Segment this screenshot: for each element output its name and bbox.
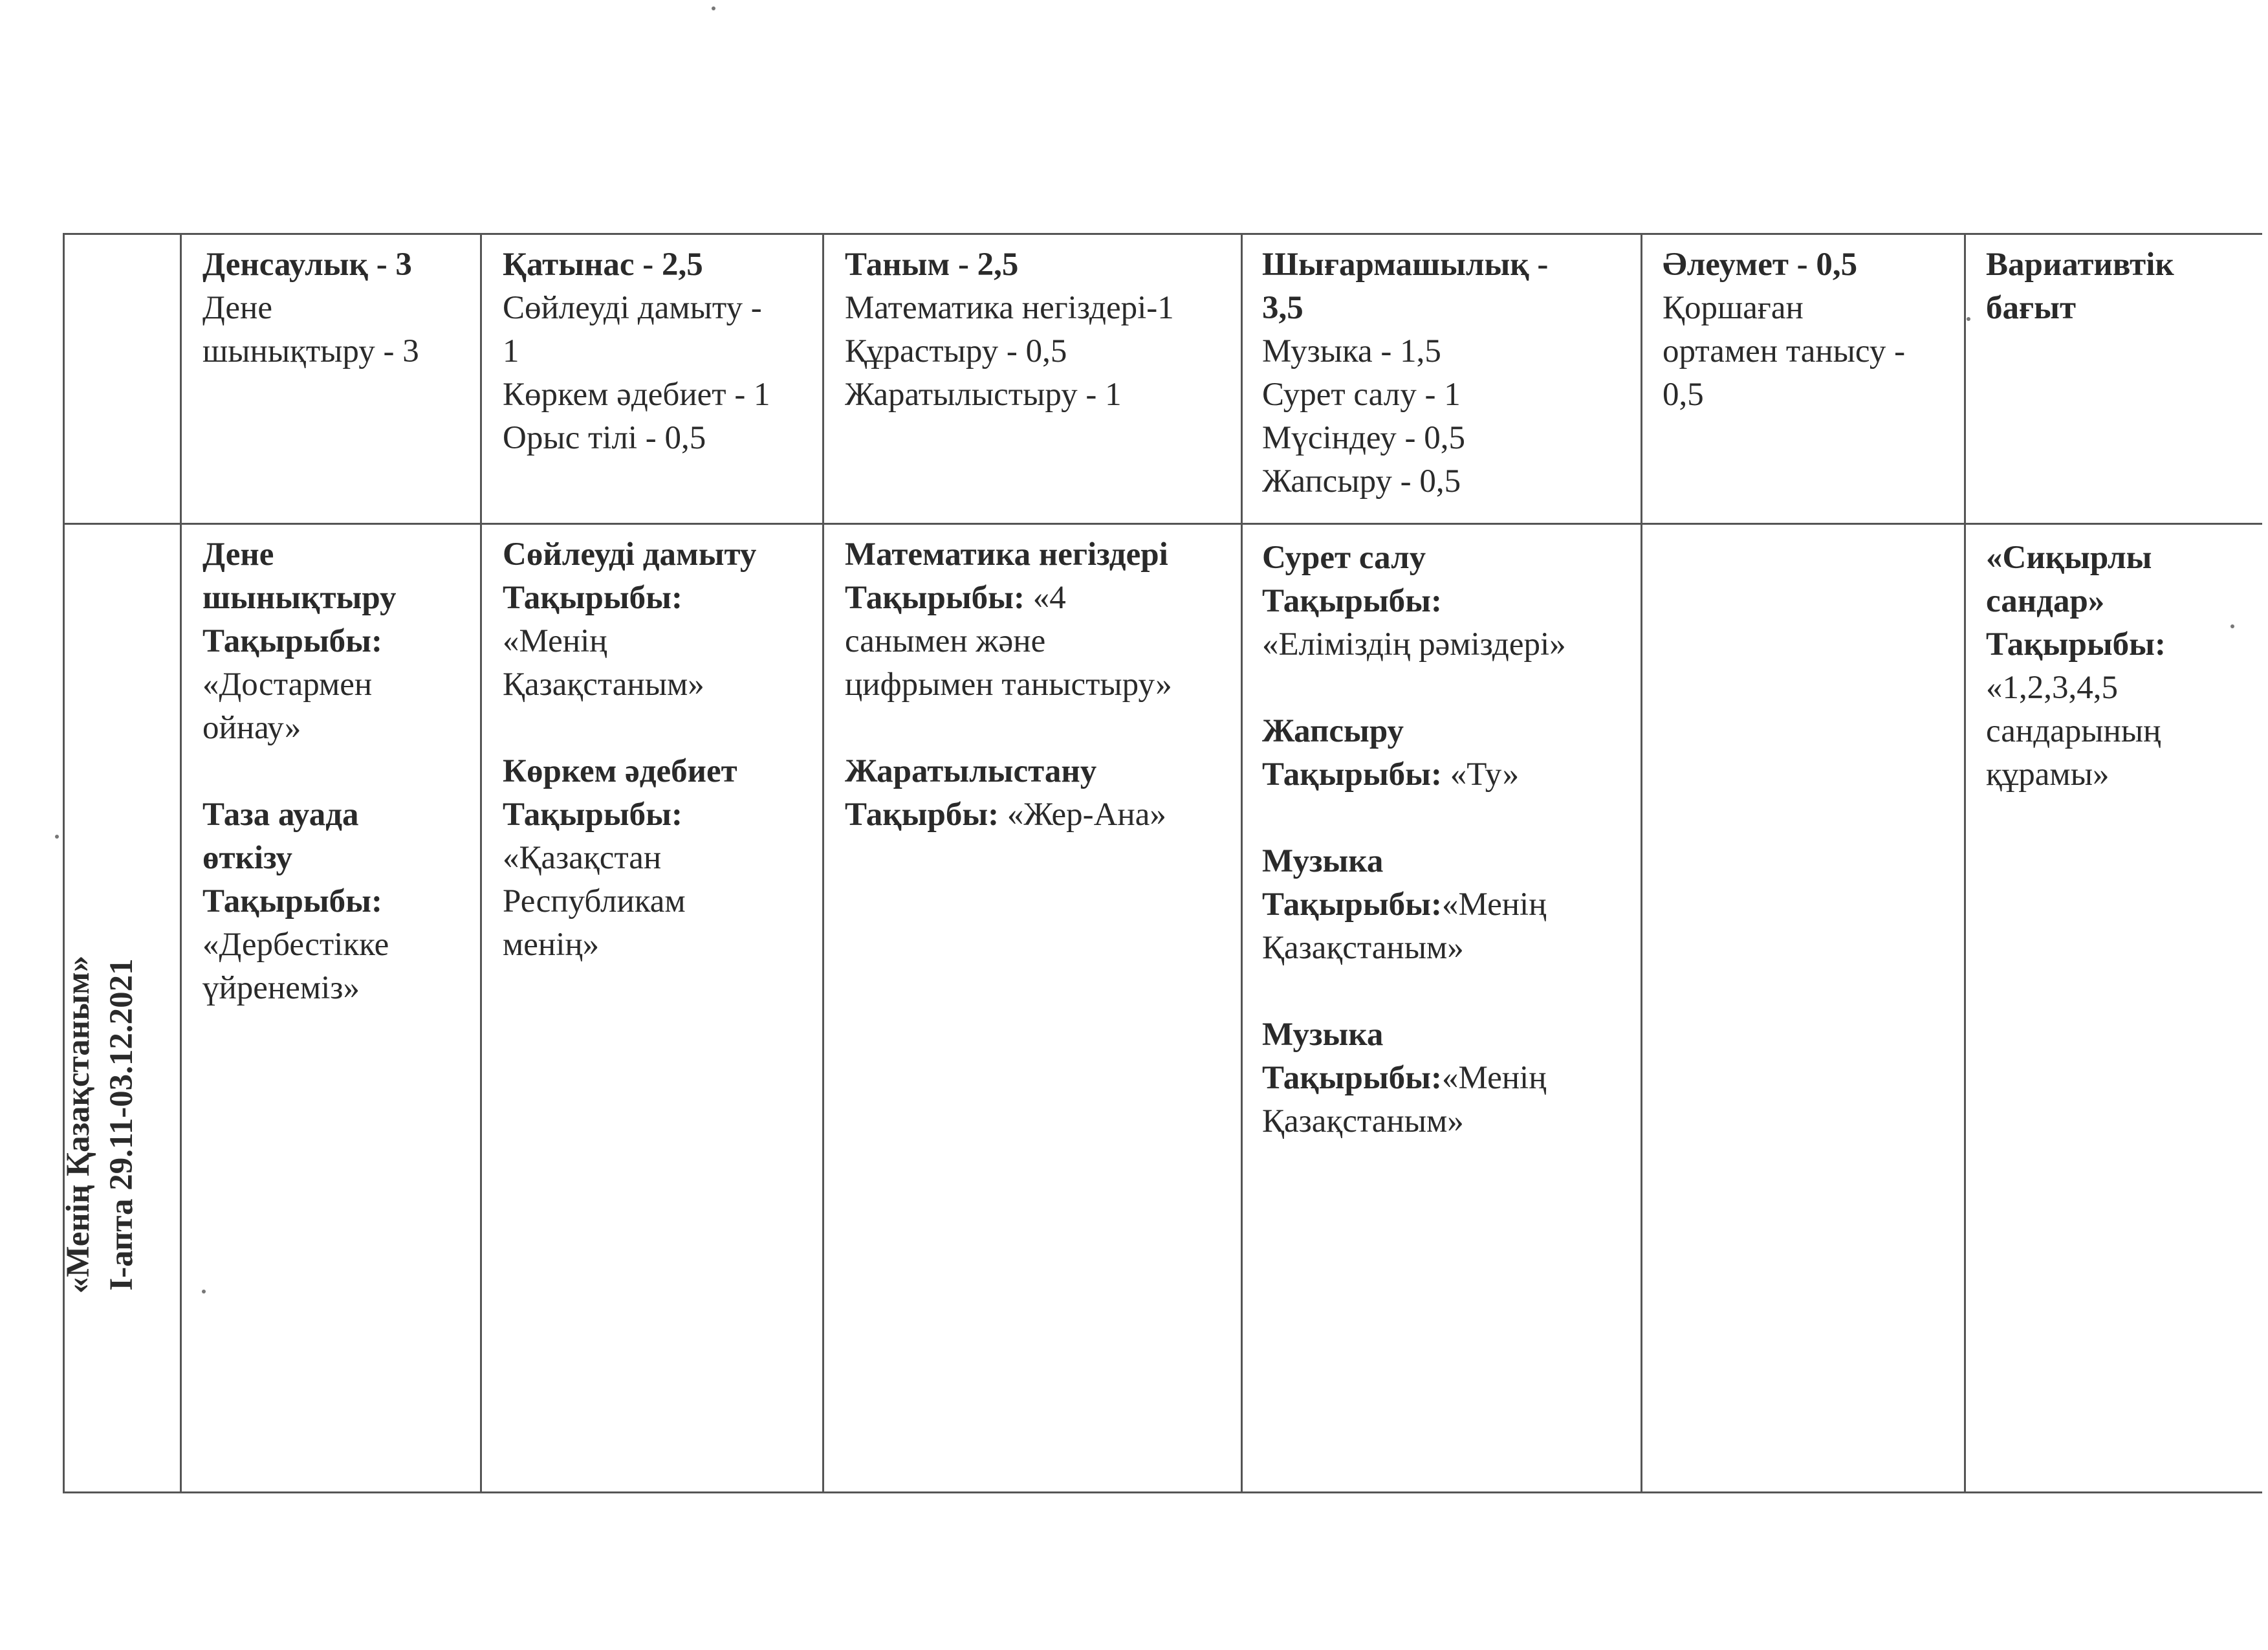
- topic-text: «4: [1024, 580, 1066, 616]
- header-health-line: Дене: [202, 290, 272, 326]
- scan-speck: [55, 835, 59, 839]
- week-label: [57, 746, 206, 1503]
- activity-title: Музыка: [1262, 843, 1384, 879]
- activity-title: шынықтыру: [202, 580, 397, 616]
- topic-text: Қазақстаным»: [1262, 930, 1464, 966]
- topic-text: «Еліміздің рәміздері»: [1262, 626, 1566, 663]
- header-cognition-line: Жаратылыстыру - 1: [845, 377, 1122, 413]
- activity-title: «Сиқырлы: [1986, 540, 2152, 576]
- header-creativity-line: Жапсыру - 0,5: [1262, 463, 1461, 500]
- activity-title: Музыка: [1262, 1017, 1384, 1053]
- activity-title: Таза ауада: [202, 797, 359, 833]
- topic-label: Тақырыбы:: [202, 883, 382, 919]
- header-cell-variative: [1986, 234, 2258, 330]
- topic-label: Тақырыбы:: [1262, 1060, 1442, 1096]
- activity-title: Жапсыру: [1262, 713, 1404, 749]
- topic-text: Қазақстаным»: [1262, 1103, 1464, 1139]
- header-social-title: Әлеумет - 0,5: [1663, 247, 1858, 283]
- topic-text: «Ту»: [1441, 756, 1520, 793]
- topic-text: «Жер-Ана»: [999, 797, 1166, 833]
- header-health-title: Денсаулық - 3: [202, 247, 412, 283]
- topic-text: «Дербестікке: [202, 927, 389, 963]
- body-cell-variative: [1986, 527, 2258, 797]
- column-divider-3: [822, 233, 824, 1493]
- activity-title: Сурет салу: [1262, 540, 1426, 576]
- header-cell-communication: [503, 234, 820, 460]
- topic-label: Тақырыбы:: [845, 580, 1025, 616]
- header-creativity-line: Сурет салу - 1: [1262, 377, 1461, 413]
- topic-label: Тақырыбы:: [202, 623, 382, 659]
- body-cell-social: [1663, 524, 1960, 533]
- topic-text: Қазақстаным»: [503, 666, 704, 703]
- activity-title: Сөйлеуді дамыту: [503, 536, 757, 573]
- body-cell-creativity: [1262, 527, 1637, 1143]
- topic-text: «Менің: [1441, 886, 1547, 923]
- topic-text: ойнау»: [202, 710, 301, 746]
- column-divider-4: [1241, 233, 1243, 1493]
- body-cell-communication: [503, 524, 820, 967]
- header-cell-creativity: [1262, 234, 1637, 503]
- topic-text: үйренеміз»: [202, 970, 360, 1006]
- header-cognition-line: Құрастыру - 0,5: [845, 333, 1067, 369]
- topic-label: Тақырыбы:: [1262, 756, 1442, 793]
- header-creativity-title: 3,5: [1262, 290, 1303, 326]
- week-theme: «Менің Қазақстаным»: [60, 955, 96, 1294]
- header-social-line: ортамен танысу -: [1663, 333, 1906, 369]
- header-cognition-line: Математика негіздері-1: [845, 290, 1174, 326]
- header-social-line: Қоршаған: [1663, 290, 1804, 326]
- topic-text: «Менің: [1441, 1060, 1547, 1096]
- header-communication-title: Қатынас - 2,5: [503, 247, 703, 283]
- activity-title: сандар»: [1986, 583, 2105, 619]
- column-divider-5: [1641, 233, 1642, 1493]
- topic-label: Тақырыбы:: [503, 580, 682, 616]
- topic-text: құрамы»: [1986, 756, 2110, 793]
- header-social-line: 0,5: [1663, 377, 1704, 413]
- topic-text: цифрымен таныстыру»: [845, 666, 1172, 703]
- topic-label: Тақырыбы:: [1986, 626, 2166, 663]
- header-creativity-title: Шығармашылық -: [1262, 247, 1549, 283]
- topic-text: сандарының: [1986, 713, 2161, 749]
- scan-speck: [202, 1290, 206, 1293]
- body-cell-health: [202, 524, 474, 1010]
- topic-text: «1,2,3,4,5: [1986, 670, 2118, 706]
- header-health-line: шынықтыру - 3: [202, 333, 419, 369]
- header-creativity-line: Музыка - 1,5: [1262, 333, 1441, 369]
- topic-label: Тақырыбы:: [503, 797, 682, 833]
- topic-label: Тақырыбы:: [1262, 583, 1442, 619]
- table-bottom-border: [63, 1491, 2262, 1493]
- header-variative-title: Вариативтік: [1986, 247, 2174, 283]
- header-cell-social: [1663, 234, 1960, 417]
- topic-text: Республикам: [503, 883, 686, 919]
- topic-text: «Қазақстан: [503, 840, 662, 876]
- header-communication-line: 1: [503, 333, 519, 369]
- header-variative-title: бағыт: [1986, 290, 2077, 326]
- column-divider-2: [480, 233, 482, 1493]
- scan-speck: [2230, 624, 2234, 628]
- scan-speck: [1967, 317, 1970, 321]
- header-communication-line: Көркем әдебиет - 1: [503, 377, 770, 413]
- header-communication-line: Сөйлеуді дамыту -: [503, 290, 762, 326]
- topic-text: санымен және: [845, 623, 1046, 659]
- scan-speck: [712, 6, 715, 10]
- header-cognition-title: Таным - 2,5: [845, 247, 1019, 283]
- header-communication-line: Орыс тілі - 0,5: [503, 420, 706, 456]
- header-creativity-line: Мүсіндеу - 0,5: [1262, 420, 1465, 456]
- activity-title: Дене: [202, 536, 274, 573]
- body-cell-cognition: [845, 524, 1239, 837]
- activity-title: Көркем әдебиет: [503, 753, 737, 789]
- header-cell-health: [202, 234, 474, 373]
- topic-text: «Достармен: [202, 666, 373, 703]
- column-divider-6: [1964, 233, 1966, 1493]
- activity-title: Математика негіздері: [845, 536, 1168, 573]
- activity-title: Жаратылыстану: [845, 753, 1097, 789]
- header-cell-cognition: [845, 234, 1239, 417]
- topic-text: «Менің: [503, 623, 607, 659]
- topic-label: Тақырбы:: [845, 797, 999, 833]
- topic-text: менің»: [503, 927, 600, 963]
- activity-title: өткізу: [202, 840, 293, 876]
- topic-label: Тақырыбы:: [1262, 886, 1442, 923]
- week-dates: І-апта 29.11-03.12.2021: [104, 958, 140, 1291]
